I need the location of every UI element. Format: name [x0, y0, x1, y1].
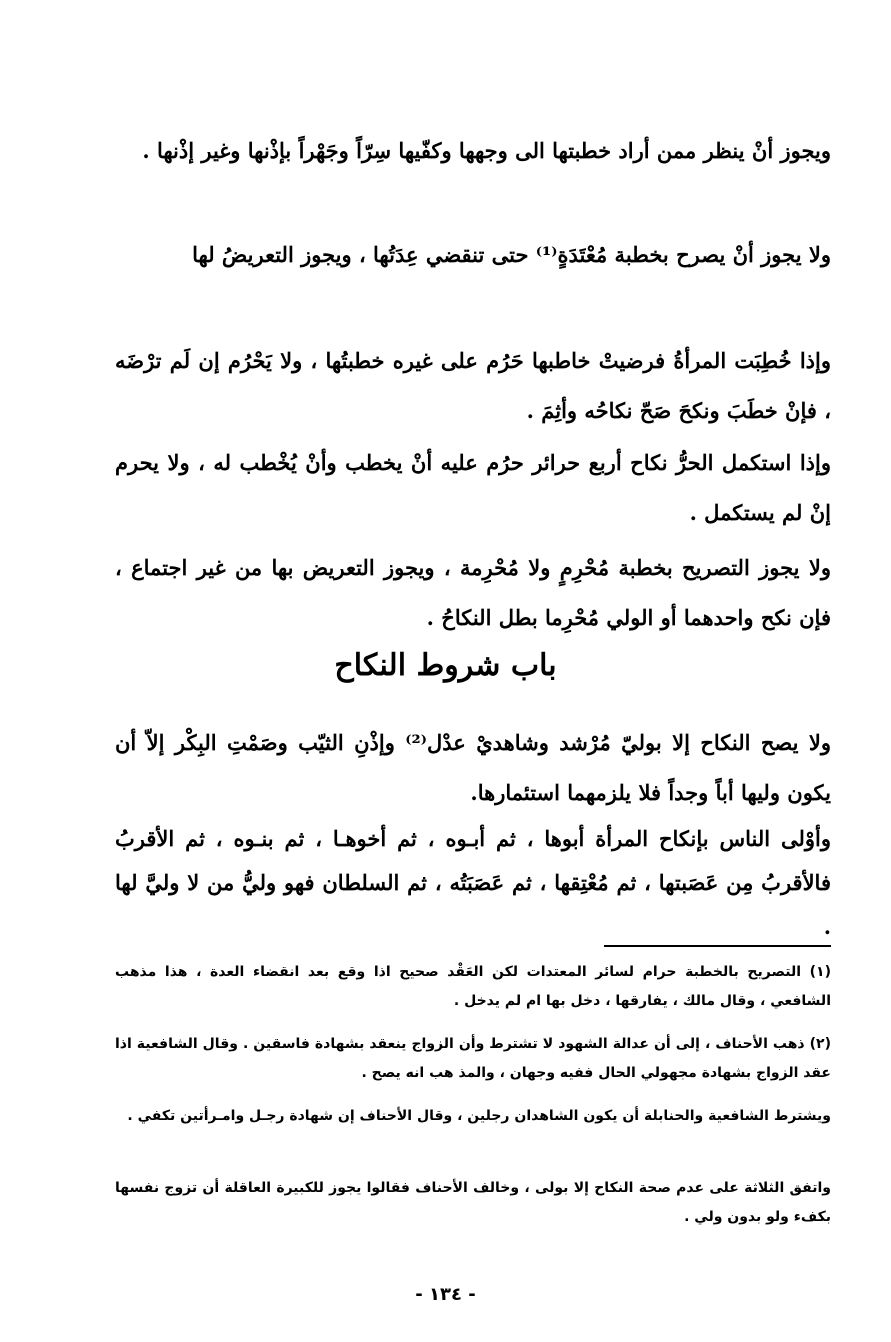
- paragraph-muhrim-proposal: ولا يجوز التصريح بخطبة مُحْرِمٍ ولا مُحْرِمة ، ويجوز التعريض بها من غير اجتماع ، فإن نكح واحدهما أو الولي مُحْرِما بطل النكاحُ .: [115, 555, 831, 630]
- paragraph-four-wives: وإذا استكمل الحرُّ نكاح أربع حرائر حرُم عليه أنْ يخطب وأنْ يُخْطب له ، ولا يحرم إنْ لم يستكمل .: [115, 450, 831, 525]
- paragraph-viewing-fiancee: ويجوز أنْ ينظر ممن أراد خطبتها الى وجهها وكفّيها سِرّاً وجَهْراً بإذْنها وغير إذْنها .: [142, 138, 831, 163]
- page-number: - ١٣٤ -: [415, 1284, 476, 1305]
- footnote-divider: [604, 945, 831, 947]
- paragraph-marriage-conditions: ولا يصح النكاح إلا بوليّ مُرْشد وشاهديْ عدْل⁽²⁾ وإذْنِ الثيّب وصَمْتِ البِكْر إلاّ أن يكون وليها أباً وجداً فلا يلزمهما استئمارها.: [115, 730, 831, 805]
- footnote-2: (٢) ذهب الأحناف ، إلى أن عدالة الشهود لا تشترط وأن الزواج ينعقد بشهادة فاسقين . وقال الشافعية اذا عقد الزواج بشهادة مجهولي الحال ففيه وجهان ، والمذ هب انه يصح .: [115, 1036, 831, 1081]
- footnote-2-continued-guardian: واتفق الثلاثة على عدم صحة النكاح إلا بولى ، وخالف الأحناف فقالوا يجوز للكبيرة العاقلة أن تزوج نفسها بكفء ولو بدون ولي .: [115, 1180, 831, 1225]
- chapter-heading: باب شروط النكاح: [334, 648, 557, 683]
- footnote-2-continued: ويشترط الشافعية والحنابلة أن يكون الشاهدان رجلين ، وقال الأحناف إن شهادة رجـل وامـرأتين تكفي .: [127, 1108, 831, 1124]
- paragraph-proposal-to-widow: ولا يجوز أنْ يصرح بخطبة مُعْتَدَةٍ⁽¹⁾ حتى تنقضي عِدَتُها ، ويجوز التعريضُ لها: [192, 242, 831, 267]
- footnote-1: (١) التصريح بالخطبة حرام لسائر المعتدات لكن العَقْد صحيح اذا وقع بعد انقضاء العدة ، هذا مذهب الشافعي ، وقال مالك ، يفارقها ، دخل بها ام لم يدخل .: [115, 964, 831, 1009]
- paragraph-accepted-proposal: وإذا خُطِبَت المرأةُ فرضيتْ خاطبها حَرُم على غيره خطبتُها ، ولا يَحْرُم إن لَم ترْضَه ، فإنْ خطَبَ ونكحَ صَحّ نكاحُه وأثِمَ .: [115, 348, 831, 423]
- paragraph-guardian-order: وأوْلى الناس بإنكاح المرأة أبوها ، ثم أبـوه ، ثم أخوهـا ، ثم بنـوه ، ثم الأقربُ فالأقربُ مِن عَصَبتها ، ثم مُعْتِقها ، ثم عَصَبَتُه ، ثم السلطان فهو وليُّ من لا وليَّ لها .: [115, 826, 831, 939]
